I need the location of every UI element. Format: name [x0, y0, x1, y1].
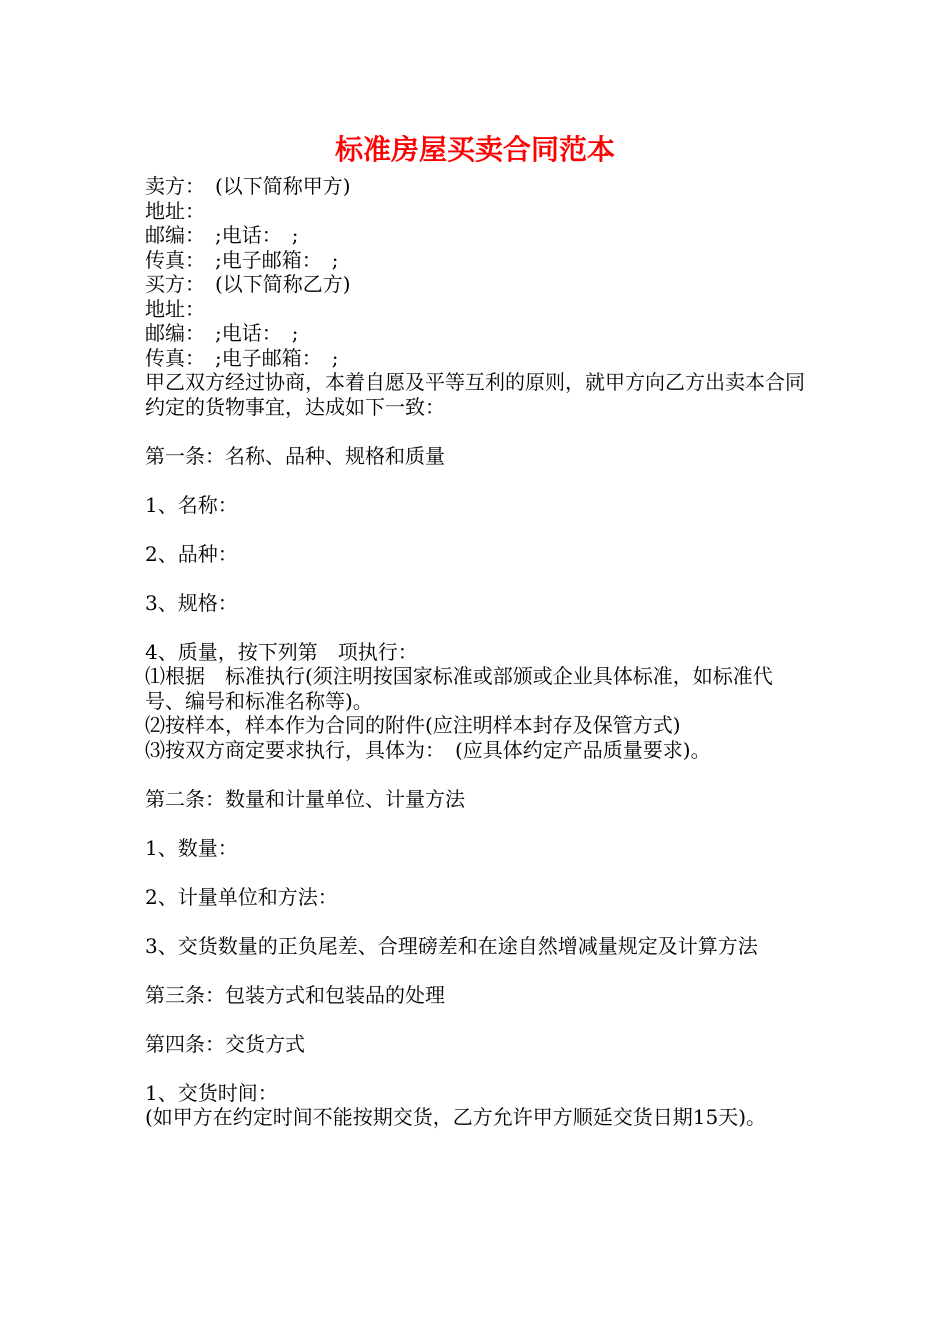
spacer — [145, 811, 810, 836]
seller-line: 卖方： (以下简称甲方) — [145, 174, 351, 198]
spacer — [145, 1007, 810, 1032]
article-3-heading: 第三条：包装方式和包装品的处理 — [145, 982, 445, 1007]
article-1-heading: 第一条：名称、品种、规格和质量 — [145, 443, 445, 468]
article-1-spec: 3、规格： — [145, 590, 238, 615]
document-body — [145, 174, 810, 1130]
article-1-quality-option-2: ⑵按样本，样本作为合同的附件(应注明样本封存及保管方式) — [145, 713, 681, 737]
article-4-delay: (如甲方在约定时间不能按期交货，乙方允许甲方顺延交货日期15天)。 — [145, 1105, 767, 1129]
seller-address-line: 地址： — [145, 198, 205, 223]
spacer — [145, 468, 810, 493]
article-4-time: 1、交货时间： — [145, 1080, 278, 1105]
buyer-fax-email-line: 传真： ;电子邮箱： ; — [145, 345, 339, 370]
article-1-quality-option-1: ⑴根据 标准执行(须注明按国家标准或部颁或企业具体标准，如标准代号、编号和标准名称等)。 — [145, 664, 773, 713]
article-4-heading: 第四条：交货方式 — [145, 1031, 305, 1056]
spacer — [145, 1056, 810, 1081]
seller-fax-email-line: 传真： ;电子邮箱： ; — [145, 247, 339, 272]
article-1-name: 1、名称： — [145, 492, 238, 517]
intro-paragraph: 甲乙双方经过协商，本着自愿及平等互利的原则，就甲方向乙方出卖本合同约定的货物事宜，达成如下一致： — [145, 370, 805, 419]
article-1-quality: 4、质量，按下列第 项执行： — [145, 639, 418, 664]
article-1-variety: 2、品种： — [145, 541, 238, 566]
article-2-unit: 2、计量单位和方法： — [145, 884, 338, 909]
spacer — [145, 958, 810, 983]
article-1-quality-option-3: ⑶按双方商定要求执行，具体为： (应具体约定产品质量要求)。 — [145, 737, 711, 762]
spacer — [145, 517, 810, 542]
spacer — [145, 860, 810, 885]
document-title: 标准房屋买卖合同范本 — [334, 133, 615, 166]
article-2-tolerance: 3、交货数量的正负尾差、合理磅差和在途自然增减量规定及计算方法 — [145, 933, 758, 958]
spacer — [145, 419, 810, 444]
article-2-quantity: 1、数量： — [145, 835, 238, 860]
buyer-address-line: 地址： — [145, 296, 205, 321]
spacer — [145, 762, 810, 787]
article-2-heading: 第二条：数量和计量单位、计量方法 — [145, 786, 465, 811]
buyer-postcode-phone-line: 邮编： ;电话： ; — [145, 321, 299, 345]
buyer-line: 买方： (以下简称乙方) — [145, 272, 351, 296]
seller-postcode-phone-line: 邮编： ;电话： ; — [145, 223, 299, 247]
spacer — [145, 566, 810, 591]
spacer — [145, 909, 810, 934]
spacer — [145, 615, 810, 640]
